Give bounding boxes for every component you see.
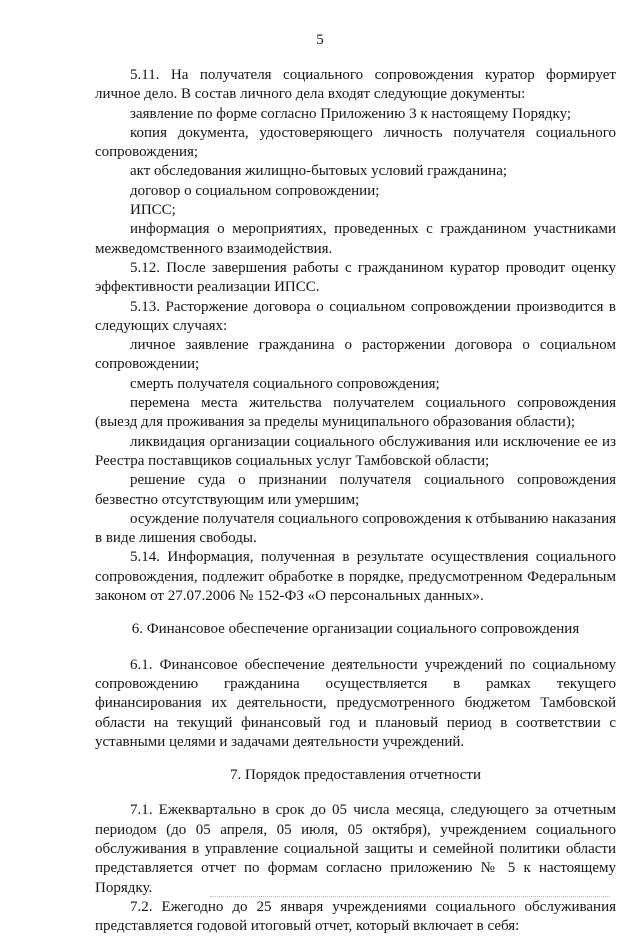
paragraph-6-1: 6.1. Финансовое обеспечение деятельности учреждений по социальному сопровождению гражданина осуществляется в рамках текущего финансирования их деятельности, предусмотренного бюджетом Тамбовской области на текущий финансовый год и плановый период в соответствии с уставными целями и задачами деятельности учреждений. xyxy=(95,656,616,750)
list-item-relocation: перемена места жительства получателем социального сопровождения (выезд для проживания за пределы муниципального образования области); xyxy=(95,395,616,431)
paragraph-7-2: 7.2. Ежегодно до 25 января учреждениями социального обслуживания представляется годовой итоговый отчет, который включает в себя: xyxy=(95,898,616,935)
paragraph-7-1: 7.1. Ежеквартально в срок до 05 числа месяца, следующего за отчетным периодом (до 05 апреля, 05 июля, 05 октября), учреждением социального обслуживания в управление социальной защиты и семейной политики области представляется отчет по формам согласно приложению № 5 к настоящему Порядку. xyxy=(95,802,616,896)
paragraph-5-11: 5.11. На получателя социального сопровождения куратор формирует личное дело. В состав личного дела входят следующие документы: xyxy=(95,67,616,103)
paragraph-5-14: 5.14. Информация, полученная в результате осуществления социального сопровождения, подлежит обработке в порядке, предусмотренном Федеральным законом от 27.07.2006 № 152-ФЗ «О персональных данных». xyxy=(95,549,616,605)
footer-divider xyxy=(210,896,610,898)
page-number: 5 xyxy=(316,32,324,48)
list-item-interagency-info: информация о мероприятиях, проведенных с гражданином участниками межведомственного взаимодействия. xyxy=(95,221,616,257)
list-item-application: заявление по форме согласно Приложению 3 к настоящему Порядку; xyxy=(130,105,572,122)
list-item-identity-copy: копия документа, удостоверяющего личность получателя социального сопровождения; xyxy=(95,124,616,161)
list-item-ipss: ИПСС; xyxy=(130,202,176,219)
list-item-conviction: осуждение получателя социального сопровождения к отбыванию наказания в виде лишения свободы. xyxy=(95,510,616,547)
document-body xyxy=(95,66,616,936)
section-6-heading: 6. Финансовое обеспечение организации социального сопровождения xyxy=(131,621,580,638)
list-item-housing-act: акт обследования жилищно-бытовых условий гражданина; xyxy=(130,163,508,180)
list-item-agreement: договор о социальном сопровождении; xyxy=(130,182,380,199)
list-item-personal-request: личное заявление гражданина о расторжении договора о социальном сопровождении; xyxy=(95,337,616,373)
list-item-court-decision: решение суда о признании получателя социального сопровождения безвестно отсутствующим или умершим; xyxy=(95,472,616,508)
paragraph-5-13: 5.13. Расторжение договора о социальном сопровождении производится в следующих случаях: xyxy=(95,298,616,334)
list-item-liquidation: ликвидация организации социального обслуживания или исключение ее из Реестра поставщиков социальных услуг Тамбовской области; xyxy=(95,433,616,469)
paragraph-5-12: 5.12. После завершения работы с гражданином куратор проводит оценку эффективности реализации ИПСС. xyxy=(95,259,616,296)
section-7-heading: 7. Порядок предоставления отчетности xyxy=(230,767,481,784)
list-item-death: смерть получателя социального сопровождения; xyxy=(130,375,440,392)
